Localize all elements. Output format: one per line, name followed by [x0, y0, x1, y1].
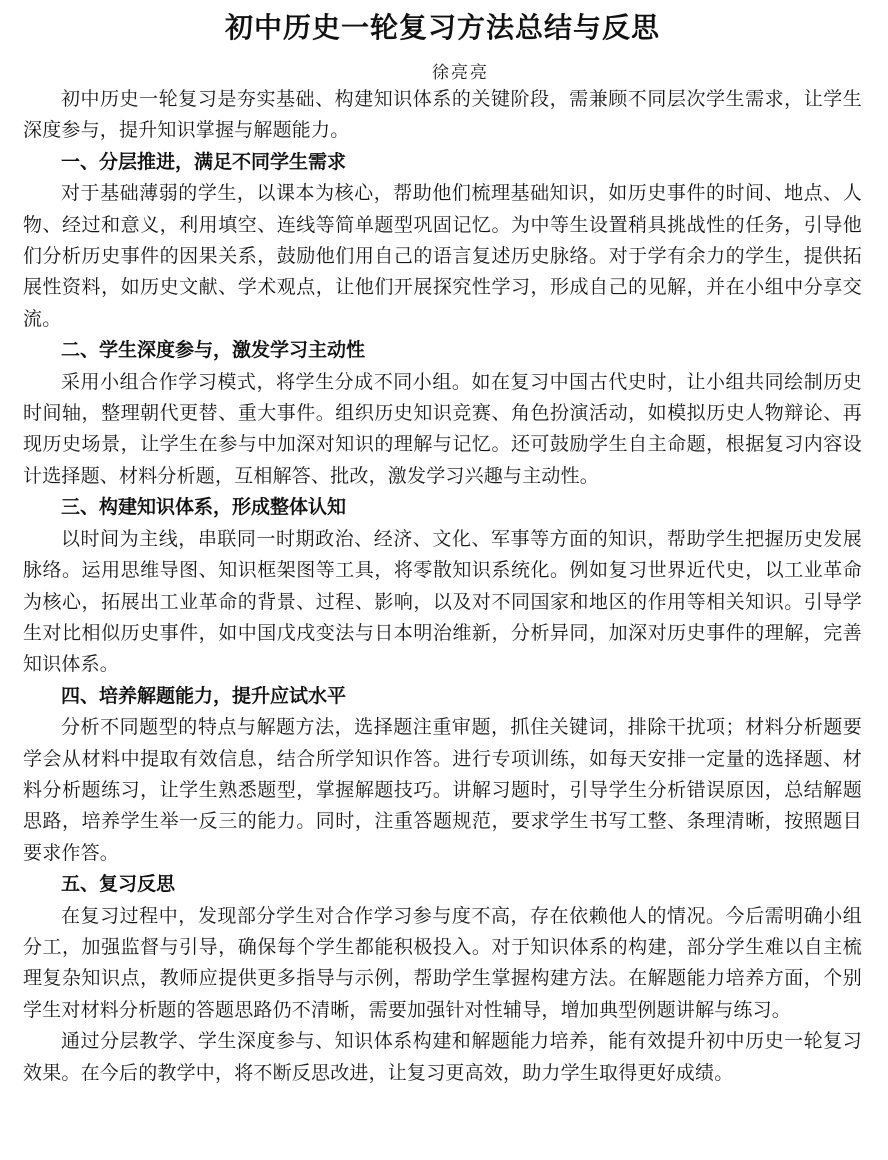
section-body-2: 采用小组合作学习模式，将学生分成不同小组。如在复习中国古代史时，让小组共同绘制历史时间轴，整理朝代更替、重大事件。组织历史知识竞赛、角色扮演活动，如模拟历史人物辩论、再现历史场景，让学生在参与中加深对知识的理解与记忆。还可鼓励学生自主命题，根据复习内容设计选择题、材料分析题，互相解答、批改，激发学习兴趣与主动性。: [23, 370, 862, 487]
section-heading-3: 三、构建知识体系，形成整体认知: [61, 496, 347, 519]
conclusion-paragraph: 通过分层教学、学生深度参与、知识体系构建和解题能力培养，能有效提升初中历史一轮复习效果。在今后的教学中，将不断反思改进，让复习更高效，助力学生取得更好成绩。: [23, 1030, 862, 1084]
intro-paragraph: 初中历史一轮复习是夯实基础、构建知识体系的关键阶段，需兼顾不同层次学生需求，让学生深度参与，提升知识掌握与解题能力。: [23, 88, 862, 142]
section-heading-5: 五、复习反思: [61, 873, 176, 896]
section-body-3: 以时间为主线，串联同一时期政治、经济、文化、军事等方面的知识，帮助学生把握历史发展脉络。运用思维导图、知识框架图等工具，将零散知识系统化。例如复习世界近代史，以工业革命为核心，拓展出工业革命的背景、过程、影响，以及对不同国家和地区的作用等相关知识。引导学生对比相似历史事件，如中国戊戌变法与日本明治维新，分析异同，加深对历史事件的理解，完善知识体系。: [23, 527, 862, 676]
section-heading-1: 一、分层推进，满足不同学生需求: [61, 150, 347, 173]
section-body-4: 分析不同题型的特点与解题方法，选择题注重审题，抓住关键词，排除干扰项；材料分析题要学会从材料中提取有效信息，结合所学知识作答。进行专项训练，如每天安排一定量的选择题、材料分析题练习，让学生熟悉题型，掌握解题技巧。讲解习题时，引导学生分析错误原因，总结解题思路，培养学生举一反三的能力。同时，注重答题规范，要求学生书写工整、条理清晰，按照题目要求作答。: [23, 716, 862, 864]
author-name: 徐亮亮: [432, 63, 489, 83]
section-heading-2: 二、学生深度参与，激发学习主动性: [61, 339, 366, 362]
document-title: 初中历史一轮复习方法总结与反思: [224, 11, 660, 44]
section-body-5: 在复习过程中，发现部分学生对合作学习参与度不高，存在依赖他人的情况。今后需明确小组分工，加强监督与引导，确保每个学生都能积极投入。对于知识体系的构建，部分学生难以自主梳理复杂知识点，教师应提供更多指导与示例，帮助学生掌握构建方法。在解题能力培养方面，个别学生对材料分析题的答题思路仍不清晰，需要加强针对性辅导，增加典型例题讲解与练习。: [23, 904, 862, 1021]
section-heading-4: 四、培养解题能力，提升应试水平: [61, 684, 347, 707]
section-body-1: 对于基础薄弱的学生，以课本为核心，帮助他们梳理基础知识，如历史事件的时间、地点、人物、经过和意义，利用填空、连线等简单题型巩固记忆。为中等生设置稍具挑战性的任务，引导他们分析历史事件的因果关系，鼓励他们用自己的语言复述历史脉络。对于学有余力的学生，提供拓展性资料，如历史文献、学术观点，让他们开展探究性学习，形成自己的见解，并在小组中分享交流。: [23, 182, 862, 330]
